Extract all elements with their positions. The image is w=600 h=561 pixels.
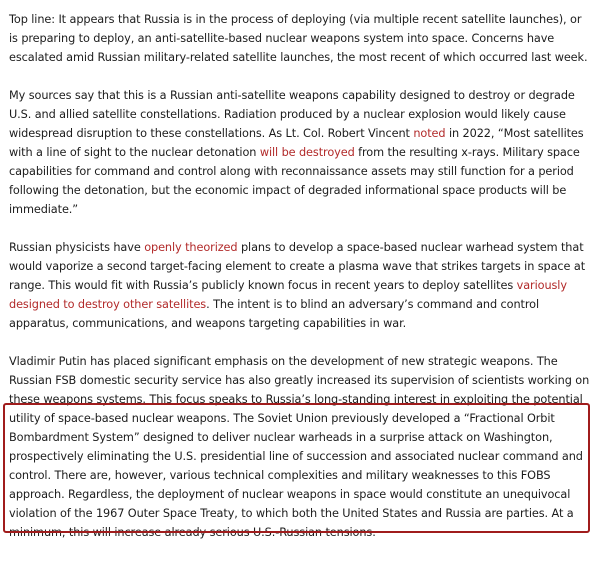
link-openly-theorized[interactable]: openly theorized: [144, 241, 238, 254]
link-noted[interactable]: noted: [413, 127, 446, 140]
sources-text-b: in 2022, “Most satellites with a line of sight to the nuclear detonation: [9, 127, 584, 159]
sources-text-a: My sources say that this is a Russian anti-satellite weapons capability designed to destroy or degrade U.S. and allied satellite constellations. Radiation produced by a nuclear explosion would likely cause widespread disruption to these constellations. As Lt. Col. Robert Vincent: [9, 89, 575, 140]
physicists-text-a: Russian physicists have: [9, 241, 145, 254]
physicists-text-b: plans to develop a space-based nuclear warhead system that would vaporize a second target-facing element to create a plasma wave that strikes targets in space at range. This would fit with Russia’s publicly known focus in recent years to deploy satellites: [9, 241, 586, 292]
sources-text-c: from the resulting x-rays. Military space capabilities for command and control along with reconnaissance assets may still function for a period following the detonation, but the economic impact of degraded informational space products will be immediate.”: [9, 146, 580, 216]
physicists-text-c: . The intent is to blind an adversary’s command and control apparatus, communications, and weapons targeting capabilities in war.: [9, 298, 540, 330]
link-variously-designed[interactable]: variously designed to destroy other satellites: [9, 279, 567, 311]
top-line-text: Top line: It appears that Russia is in the process of deploying (via multiple recent satellite launches), or is preparing to deploy, an anti-satellite-based nuclear weapons system into space. Concerns have escalated amid Russian military-related satellite launches, the most recent of which occurred last week.: [9, 13, 588, 64]
paragraph-physicists: [9, 238, 593, 333]
link-will-be-destroyed[interactable]: will be destroyed: [259, 146, 355, 159]
paragraph-sources: [9, 86, 593, 219]
putin-text: Vladimir Putin has placed significant emphasis on the development of new strategic weapons. The Russian FSB domestic security service has also greatly increased its supervision of scientists working on these weapons systems. This focus speaks to Russia’s long-standing interest in exploiting the potential utility of space-based nuclear weapons. The Soviet Union previously developed a “Fractional Orbit Bombardment System” designed to deliver nuclear warheads in a surprise attack on Washington, prospectively eliminating the U.S. presidential line of succession and associated nuclear command and control. There are, however, various technical complexities and military weaknesses to this FOBS approach. Regardless, the deployment of nuclear weapons in space would constitute an unequivocal violation of the 1967 Outer Space Treaty, to which both the United States and Russia are parties. At a minimum, this will increase already serious U.S.-Russian tensions.: [9, 355, 590, 539]
paragraph-top-line: [9, 10, 593, 67]
paragraph-putin: [9, 352, 593, 542]
article-body: [9, 10, 593, 561]
